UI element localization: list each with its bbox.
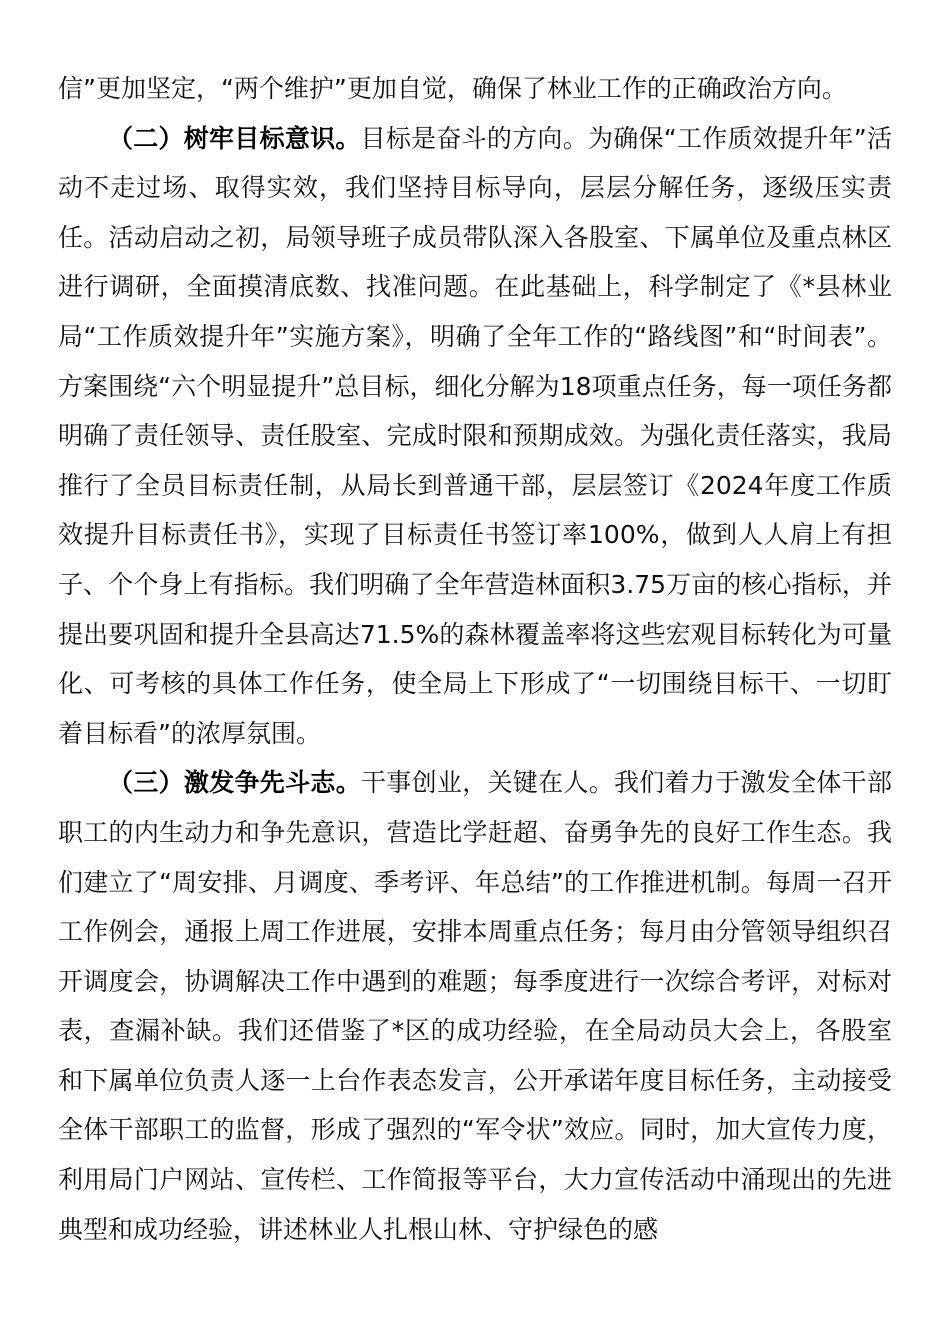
paragraph-text: 目标是奋斗的方向。为确保“工作质效提升年”活动不走过场、取得实效，我们坚持目标导向，层层分解任务，逐级压实责任。活动启动之初，局领导班子成员带队深入各股室、下属单位及重点林区进行调研，全面摸清底数、找准问题。在此基础上，科学制定了《*县林业局“工作质效提升年”实施方案》，明确了全年工作的“路线图”和“时间表”。方案围绕“六个明显提升”总目标，细化分解为18项重点任务，每一项任务都明确了责任领导、责任股室、完成时限和预期成效。为强化责任落实，我局推行了全员目标责任制，从局长到普通干部，层层签订《2024年度工作质效提升目标责任书》，实现了目标责任书签订率100%，做到人人肩上有担子、个个身上有指标。我们明确了全年营造林面积3.75万亩的核心指标，并提出要巩固和提升全县高达71.5%的森林覆盖率将这些宏观目标转化为可量化、可考核的具体工作任务，使全局上下形成了“一切围绕目标干、一切盯着目标看”的浓厚氛围。	[58, 123, 892, 748]
paragraph-text: 干事创业，关键在人。我们着力于激发全体干部职工的内生动力和争先意识，营造比学赶超、奋勇争先的良好工作生态。我们建立了“周安排、月调度、季考评、年总结”的工作推进机制。每周一召开工作例会，通报上周工作进展，安排本周重点任务；每月由分管领导组织召开调度会，协调解决工作中遇到的难题；每季度进行一次综合考评，对标对表，查漏补缺。我们还借鉴了*区的成功经验，在全局动员大会上，各股室和下属单位负责人逐一上台作表态发言，公开承诺年度目标任务，主动接受全体干部职工的监督，形成了强烈的“军令状”效应。同时，加大宣传力度，利用局门户网站、宣传栏、工作简报等平台，大力宣传活动中涌现出的先进典型和成功经验，讲述林业人扎根山林、守护绿色的感	[58, 768, 892, 1244]
section-heading-2: （二）树牢目标意识。	[108, 123, 361, 153]
paragraph-text: 信”更加坚定，“两个维护”更加自觉，确保了林业工作的正确政治方向。	[58, 74, 847, 103]
paragraph-goal-awareness	[58, 114, 892, 759]
section-heading-3: （三）激发争先斗志。	[108, 768, 361, 798]
paragraph-continuation	[58, 64, 892, 114]
document-body	[58, 64, 892, 1254]
paragraph-competitive-spirit	[58, 758, 892, 1254]
